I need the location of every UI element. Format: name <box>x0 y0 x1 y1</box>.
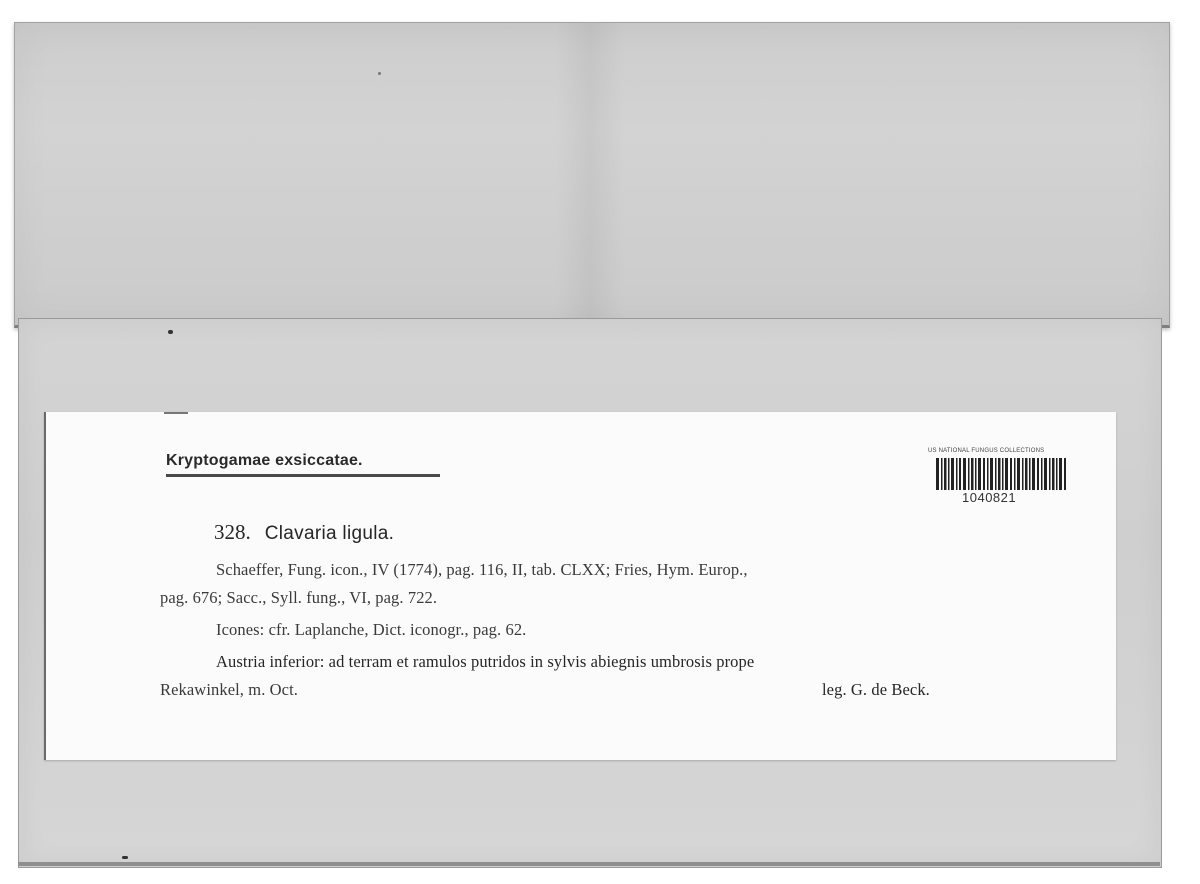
specimen-label <box>44 412 1116 760</box>
locality-line-1: Austria inferior: ad terram et ramulos putridos in sylvis abiegnis umbrosis prope <box>216 652 755 671</box>
barcode-bars <box>936 458 1066 490</box>
species-heading <box>214 520 394 545</box>
reference-line-1: Schaeffer, Fung. icon., IV (1774), pag. 116, II, tab. CLXX; Fries, Hym. Europ., <box>216 560 748 579</box>
envelope-bottom-edge <box>18 862 1160 866</box>
barcode-header: US NATIONAL FUNGUS COLLECTIONS <box>928 448 1045 454</box>
collector: leg. G. de Beck. <box>822 680 930 699</box>
reference-line-2: pag. 676; Sacc., Syll. fung., VI, pag. 722. <box>160 588 438 607</box>
barcode <box>926 448 1070 508</box>
species-number: 328. <box>214 520 251 544</box>
locality-line-2: Rekawinkel, m. Oct. <box>160 680 298 699</box>
label-tick-mark <box>164 412 188 414</box>
flap-crease <box>555 23 625 325</box>
envelope-flap <box>14 22 1170 328</box>
paper-speck <box>168 330 173 334</box>
paper-speck <box>122 856 128 859</box>
barcode-number: 1040821 <box>962 490 1017 505</box>
icones-line: Icones: cfr. Laplanche, Dict. iconogr., pag. 62. <box>216 620 527 639</box>
series-title: Kryptogamae exsiccatae. <box>166 452 440 477</box>
species-name: Clavaria ligula. <box>264 523 395 544</box>
paper-speck <box>378 72 381 75</box>
